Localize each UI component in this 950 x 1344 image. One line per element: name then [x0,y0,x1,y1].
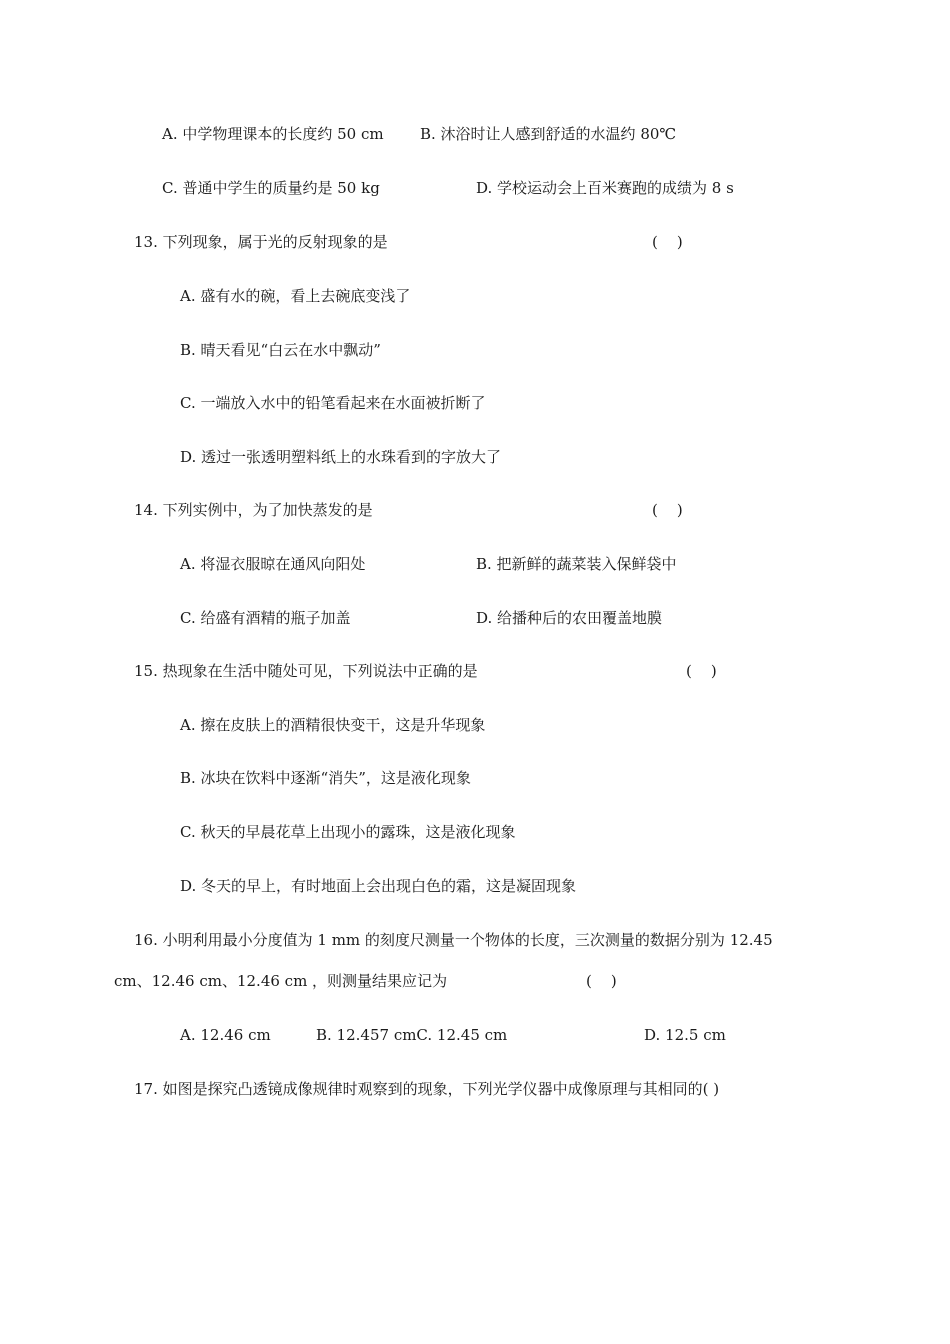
q15-stem: 15. 热现象在生活中随处可见，下列说法中正确的是 [134,662,478,680]
q14-stem: 14. 下列实例中，为了加快蒸发的是 [134,501,373,519]
q14-option-b: B. 把新鲜的蔬菜装入保鲜袋中 [476,555,677,573]
q14-option-d: D. 给播种后的农田覆盖地膜 [476,609,663,627]
q14-option-a: A. 将湿衣服晾在通风向阳处 [180,555,366,573]
q15-option-a: A. 擦在皮肤上的酒精很快变干，这是升华现象 [180,716,486,734]
q13-option-a: A. 盛有水的碗，看上去碗底变浅了 [180,287,411,305]
q13-option-b: B. 晴天看见“白云在水中飘动” [180,341,381,359]
q15-answer-paren: ( ) [686,662,717,680]
q16-stem-line1: 16. 小明利用最小分度值为 1 mm 的刻度尺测量一个物体的长度，三次测量的数据分别为 12.45 [134,931,773,949]
q14-answer-paren: ( ) [652,501,683,519]
q13-option-d: D. 透过一张透明塑料纸上的水珠看到的字放大了 [180,448,502,466]
q16-option-a: A. 12.46 cm [180,1026,271,1044]
q12-option-c: C. 普通中学生的质量约是 50 kg [162,179,380,197]
q16-stem-line2: cm、12.46 cm、12.46 cm ，则测量结果应记为 [114,972,448,990]
q15-option-b: B. 冰块在饮料中逐渐“消失”，这是液化现象 [180,769,471,787]
q14-option-c: C. 给盛有酒精的瓶子加盖 [180,609,351,627]
q16-option-d: D. 12.5 cm [644,1026,726,1044]
q17-stem: 17. 如图是探究凸透镜成像规律时观察到的现象，下列光学仪器中成像原理与其相同的( ) [134,1080,720,1098]
q15-option-d: D. 冬天的早上，有时地面上会出现白色的霜，这是凝固现象 [180,877,577,895]
q12-option-b: B. 沐浴时让人感到舒适的水温约 80℃ [420,125,677,143]
q12-option-a: A. 中学物理课本的长度约 50 cm [162,125,384,143]
q12-option-d: D. 学校运动会上百米赛跑的成绩为 8 s [476,179,734,197]
q16-option-bc: B. 12.457 cmC. 12.45 cm [316,1026,508,1044]
q15-option-c: C. 秋天的早晨花草上出现小的露珠，这是液化现象 [180,823,516,841]
q13-stem: 13. 下列现象，属于光的反射现象的是 [134,233,388,251]
q13-option-c: C. 一端放入水中的铅笔看起来在水面被折断了 [180,394,486,412]
q16-answer-paren: ( ) [586,972,617,990]
q13-answer-paren: ( ) [652,233,683,251]
